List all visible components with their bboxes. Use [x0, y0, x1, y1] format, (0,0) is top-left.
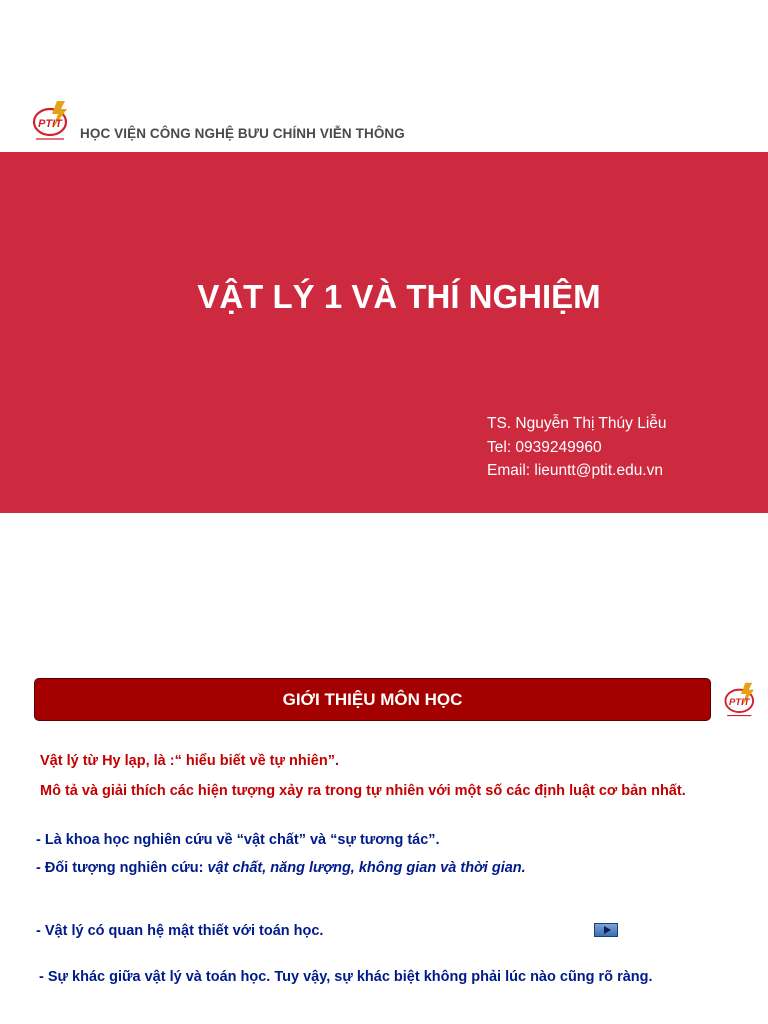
- play-button[interactable]: [594, 923, 618, 937]
- section-header: GIỚI THIỆU MÔN HỌC: [34, 678, 711, 721]
- description-text: Mô tả và giải thích các hiện tượng xảy ra trong tự nhiên với một số các định luật cơ bản nhất.: [40, 783, 686, 799]
- bullet-science: - Là khoa học nghiên cứu về “vật chất” và “sự tương tác”.: [36, 832, 440, 848]
- definition-text: Vật lý từ Hy lạp, là :“ hiểu biết về tự nhiên”.: [40, 753, 339, 769]
- course-title: VẬT LÝ 1 VÀ THÍ NGHIỆM: [197, 278, 601, 315]
- lecturer-email: Email: lieuntt@ptit.edu.vn: [487, 462, 663, 479]
- ptit-logo-small: [722, 680, 760, 720]
- contact-info: [487, 412, 667, 483]
- intro-slide: [0, 640, 768, 1024]
- bullet-subject: [36, 860, 526, 876]
- lecturer-name: TS. Nguyễn Thị Thúy Liễu: [487, 415, 667, 432]
- ptit-logo: [30, 98, 74, 144]
- bullet-math-relation: - Vật lý có quan hệ mật thiết với toán học.: [36, 923, 324, 939]
- play-icon: [604, 926, 611, 934]
- institute-name: HỌC VIỆN CÔNG NGHỆ BƯU CHÍNH VIỄN THÔNG: [80, 126, 405, 141]
- bullet-difference: - Sự khác giữa vật lý và toán học. Tuy vậy, sự khác biệt không phải lúc nào cũng rõ ràng.: [39, 969, 653, 985]
- svg-text:PTIT: PTIT: [38, 118, 62, 130]
- svg-text:PTIT: PTIT: [728, 697, 750, 709]
- lecturer-phone: Tel: 0939249960: [487, 438, 602, 456]
- bullet-subject-list: vật chất, năng lượng, không gian và thời gian.: [207, 860, 526, 876]
- bullet-subject-label: - Đối tượng nghiên cứu:: [36, 860, 208, 876]
